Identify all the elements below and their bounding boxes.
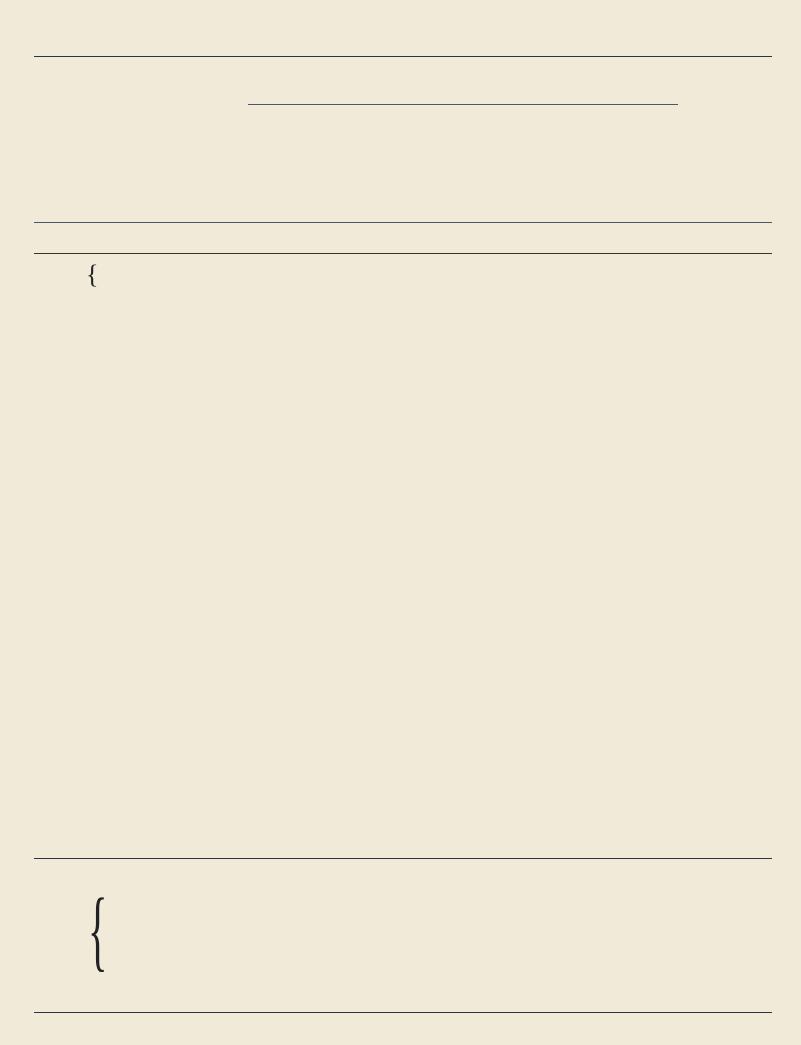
rule-under-nett: [248, 104, 678, 105]
rule-under-numbers: [34, 253, 772, 254]
sub-entries-brace: {: [88, 881, 108, 980]
rule-before-sub-entries: [34, 858, 772, 859]
rule-bottom: [34, 1012, 772, 1013]
rule-top: [34, 56, 772, 57]
rule-header-bottom: [34, 222, 772, 223]
all-causes-brace: {: [86, 260, 99, 289]
